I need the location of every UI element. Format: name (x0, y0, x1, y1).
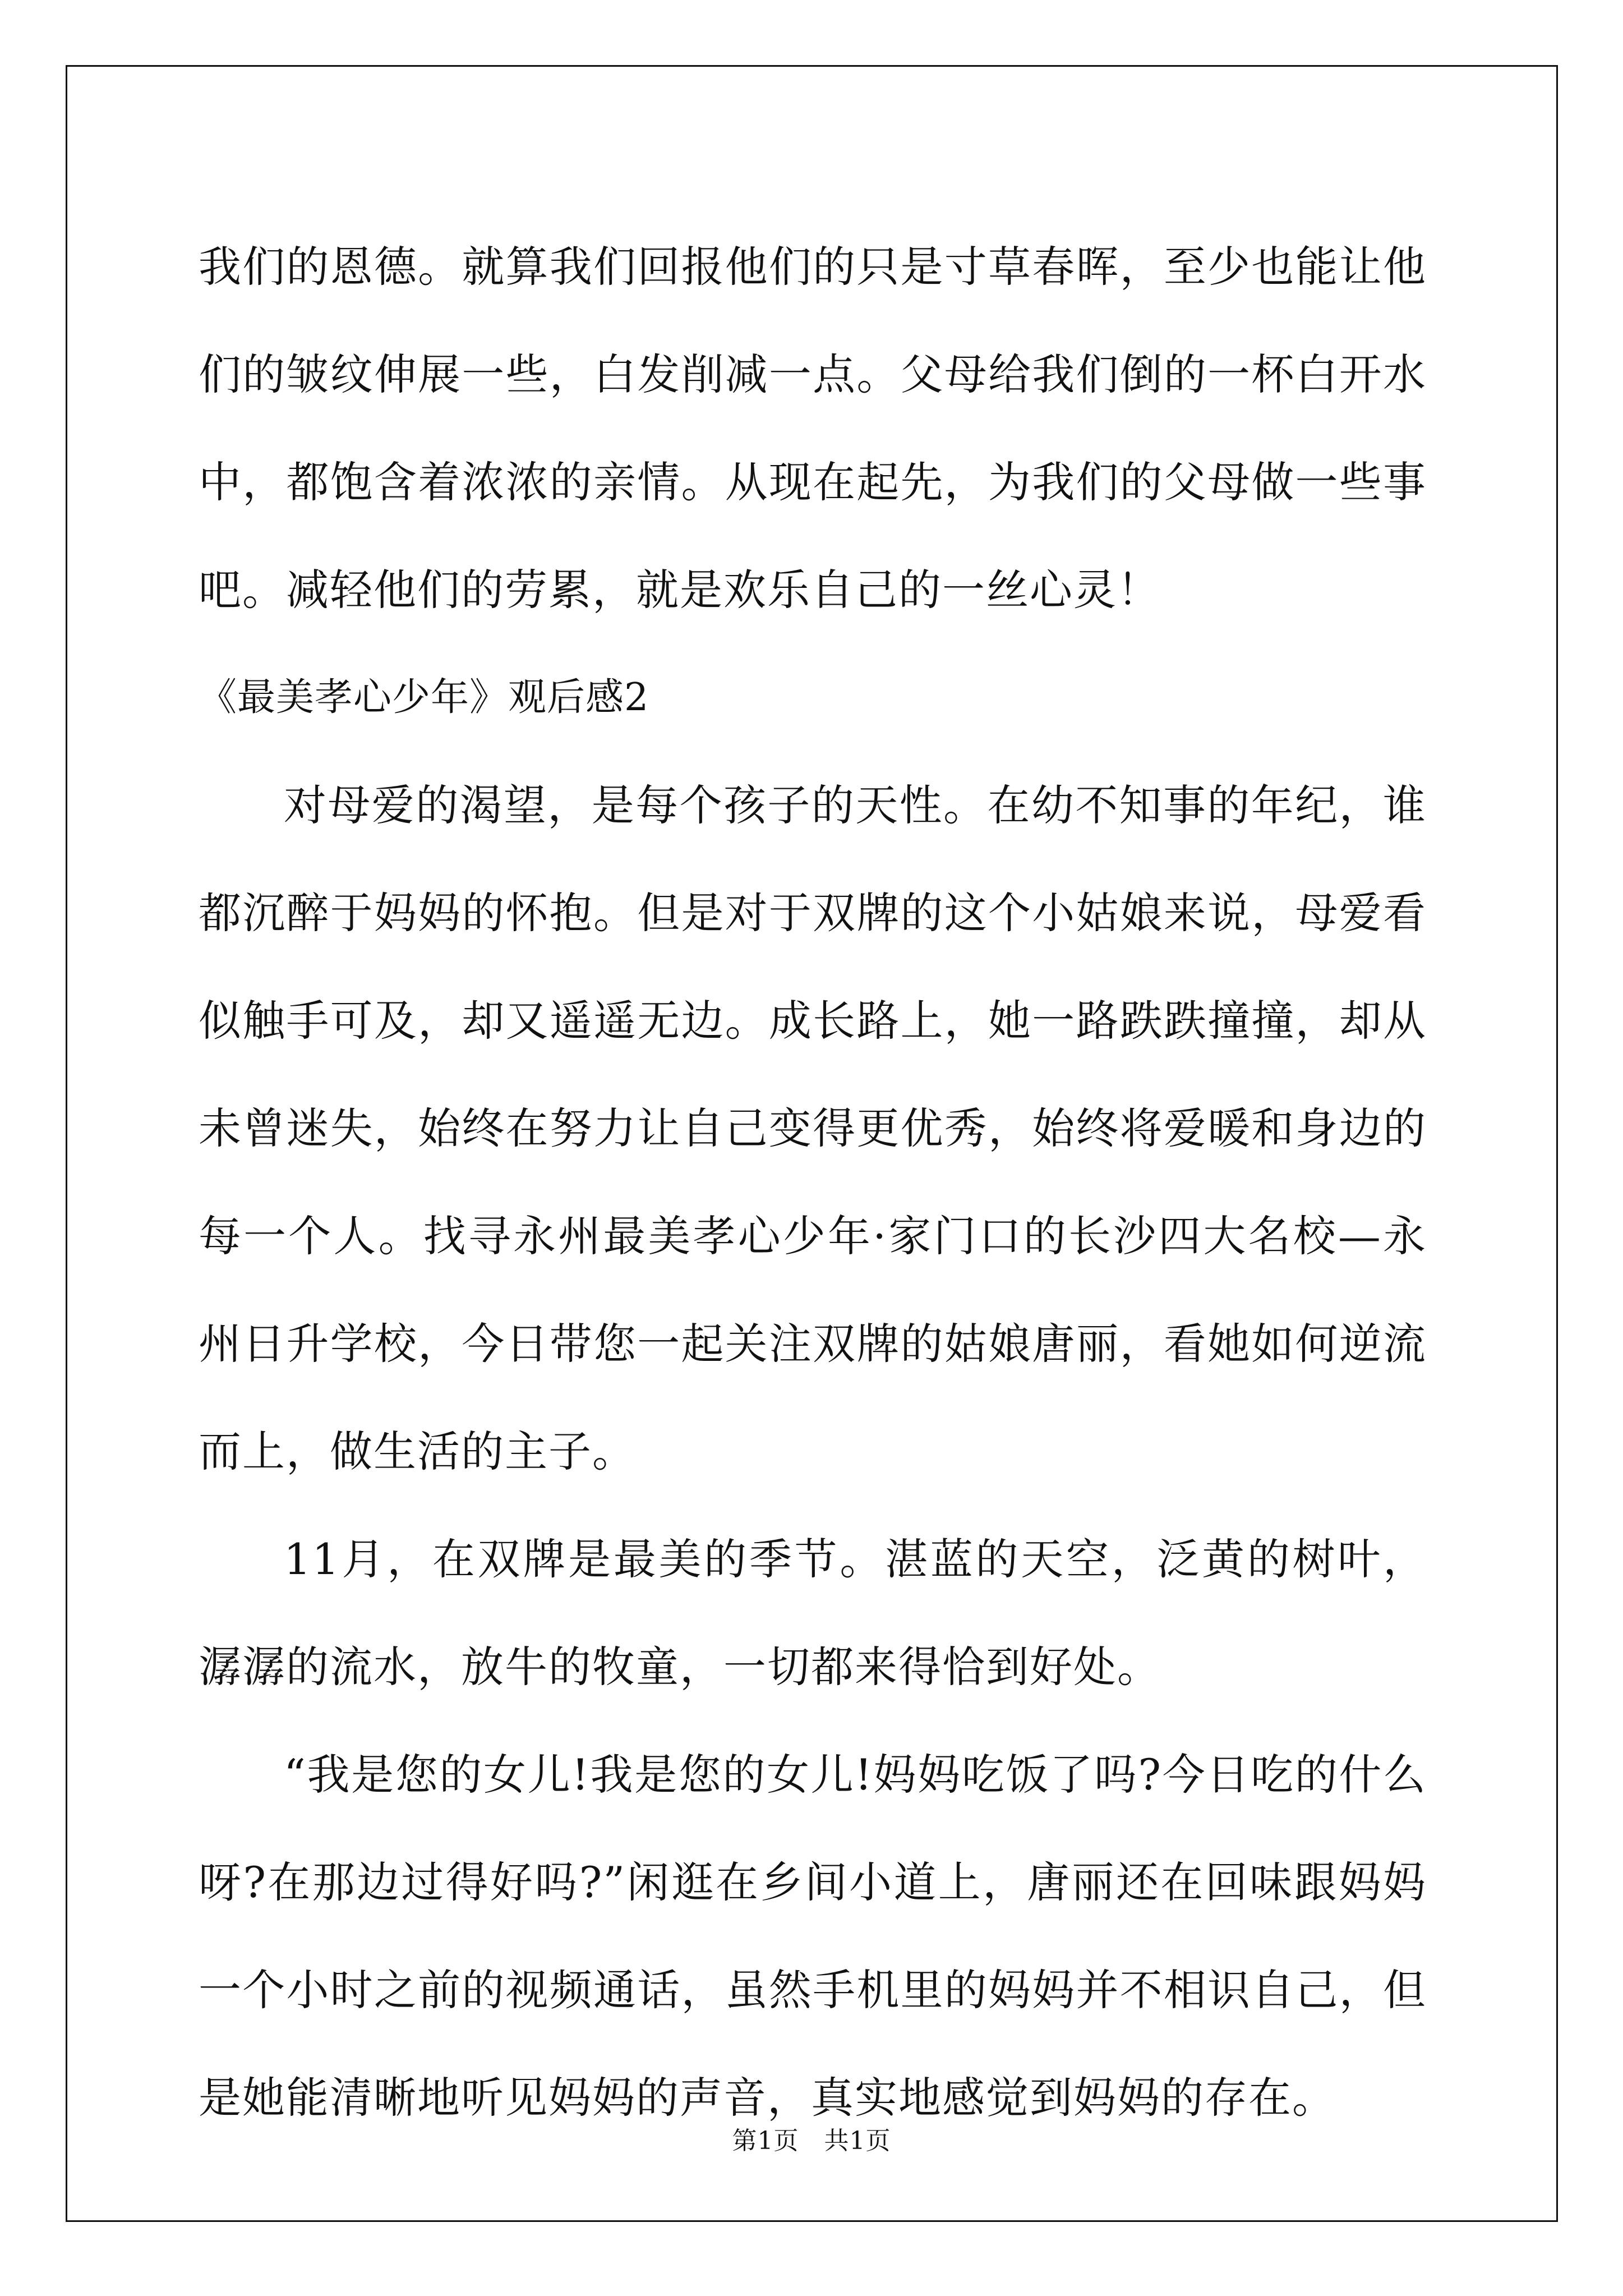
paragraph-continuation: 我们的恩德。就算我们回报他们的只是寸草春晖，至少也能让他们的皱纹伸展一些，白发削减一点。父母给我们倒的一杯白开水中，都饱含着浓浓的亲情。从现在起先，为我们的父母做一些事吧。减轻他们的劳累，就是欢乐自己的一丝心灵！ (199, 242, 1427, 615)
document-body (199, 213, 1427, 2152)
paragraph-video-call: “我是您的女儿!我是您的女儿!妈妈吃饭了吗?今日吃的什么呀?在那边过得好吗?”闲逛在乡间小道上，唐丽还在回味跟妈妈一个小时之前的视频通话，虽然手机里的妈妈并不相识自己，但是她能清晰地听见妈妈的声音，真实地感觉到妈妈的存在。 (199, 1750, 1427, 2123)
section-title: 《最美孝心少年》观后感2 (199, 675, 649, 720)
paragraph-november: 11月，在双牌是最美的季节。湛蓝的天空，泛黄的树叶，潺潺的流水，放牛的牧童，一切都来得恰到好处。 (199, 1534, 1427, 1692)
paragraph-intro: 对母爱的渴望，是每个孩子的天性。在幼不知事的年纪，谁都沉醉于妈妈的怀抱。但是对于双牌的这个小姑娘来说，母爱看似触手可及，却又遥遥无边。成长路上，她一路跌跌撞撞，却从未曾迷失，始终在努力让自己变得更优秀，始终将爱暖和身边的每一个人。找寻永州最美孝心少年·家门口的长沙四大名校—永州日升学校，今日带您一起关注双牌的姑娘唐丽，看她如何逆流而上，做生活的主子。 (199, 780, 1427, 1476)
page-footer: 第1页 共1页 (732, 2127, 891, 2155)
